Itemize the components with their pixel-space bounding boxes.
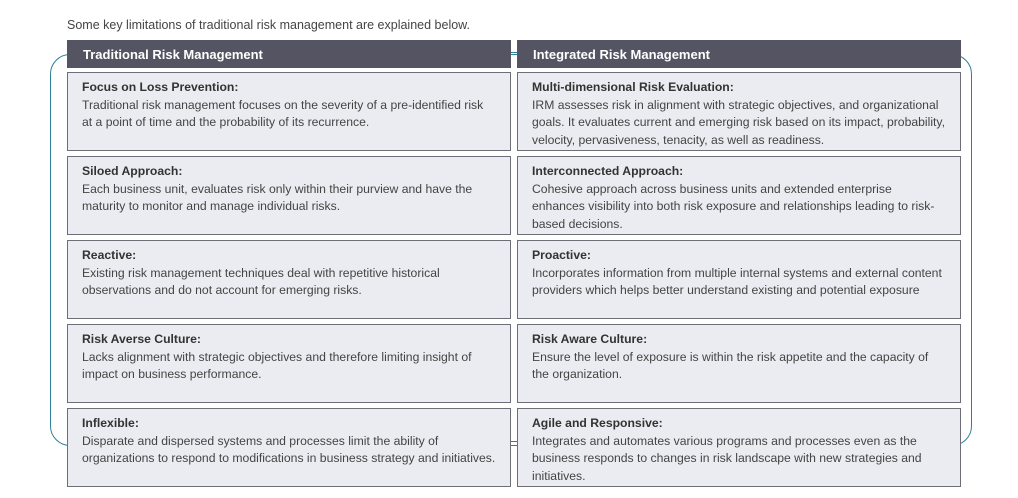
integrated-header: Integrated Risk Management bbox=[517, 40, 961, 68]
row-description: Ensure the level of exposure is within the risk appetite and the capacity of the organization. bbox=[532, 349, 929, 381]
row-description: Disparate and dispersed systems and processes limit the ability of organizations to respond to modifications in business strategy and initiatives. bbox=[82, 433, 496, 465]
row-title: Focus on Loss Prevention: bbox=[82, 80, 239, 94]
intro-text: Some key limitations of traditional risk management are explained below. bbox=[67, 18, 470, 32]
row-title: Reactive: bbox=[82, 248, 137, 262]
row-description: Incorporates information from multiple internal systems and external content providers which helps better understand existing and potential exposure bbox=[532, 265, 942, 297]
integrated-row bbox=[517, 156, 961, 235]
traditional-row bbox=[67, 72, 511, 151]
traditional-column bbox=[67, 40, 511, 492]
row-description: Traditional risk management focuses on the severity of a pre-identified risk at a point of time and the probability of its recurrence. bbox=[82, 97, 484, 129]
integrated-column bbox=[517, 40, 961, 492]
row-title: Risk Averse Culture: bbox=[82, 332, 201, 346]
row-description: Cohesive approach across business units and extended enterprise enhances visibility into both risk exposure and relationships leading to risk-based decisions. bbox=[532, 181, 935, 231]
integrated-row bbox=[517, 408, 961, 487]
traditional-row bbox=[67, 240, 511, 319]
traditional-row bbox=[67, 324, 511, 403]
row-title: Proactive: bbox=[532, 248, 591, 262]
row-title: Risk Aware Culture: bbox=[532, 332, 648, 346]
row-description: Lacks alignment with strategic objectives and therefore limiting insight of impact on business performance. bbox=[82, 349, 472, 381]
row-description: Each business unit, evaluates risk only within their purview and have the maturity to monitor and manage individual risks. bbox=[82, 181, 473, 213]
integrated-row bbox=[517, 240, 961, 319]
row-title: Interconnected Approach: bbox=[532, 164, 684, 178]
traditional-row bbox=[67, 156, 511, 235]
row-description: Integrates and automates various programs and processes even as the business responds to changes in risk landscape with new strategies and initiatives. bbox=[532, 433, 922, 483]
integrated-row bbox=[517, 72, 961, 151]
row-title: Inflexible: bbox=[82, 416, 139, 430]
row-description: Existing risk management techniques deal with repetitive historical observations and do not account for emerging risks. bbox=[82, 265, 440, 297]
row-title: Agile and Responsive: bbox=[532, 416, 663, 430]
row-title: Siloed Approach: bbox=[82, 164, 183, 178]
row-description: IRM assesses risk in alignment with strategic objectives, and organizational goals. It evaluates current and emerging risk based on its impact, probability, velocity, pervasiveness, tenacity, as well as readiness. bbox=[532, 97, 946, 147]
traditional-row bbox=[67, 408, 511, 487]
row-title: Multi-dimensional Risk Evaluation: bbox=[532, 80, 734, 94]
traditional-header: Traditional Risk Management bbox=[67, 40, 511, 68]
integrated-row bbox=[517, 324, 961, 403]
